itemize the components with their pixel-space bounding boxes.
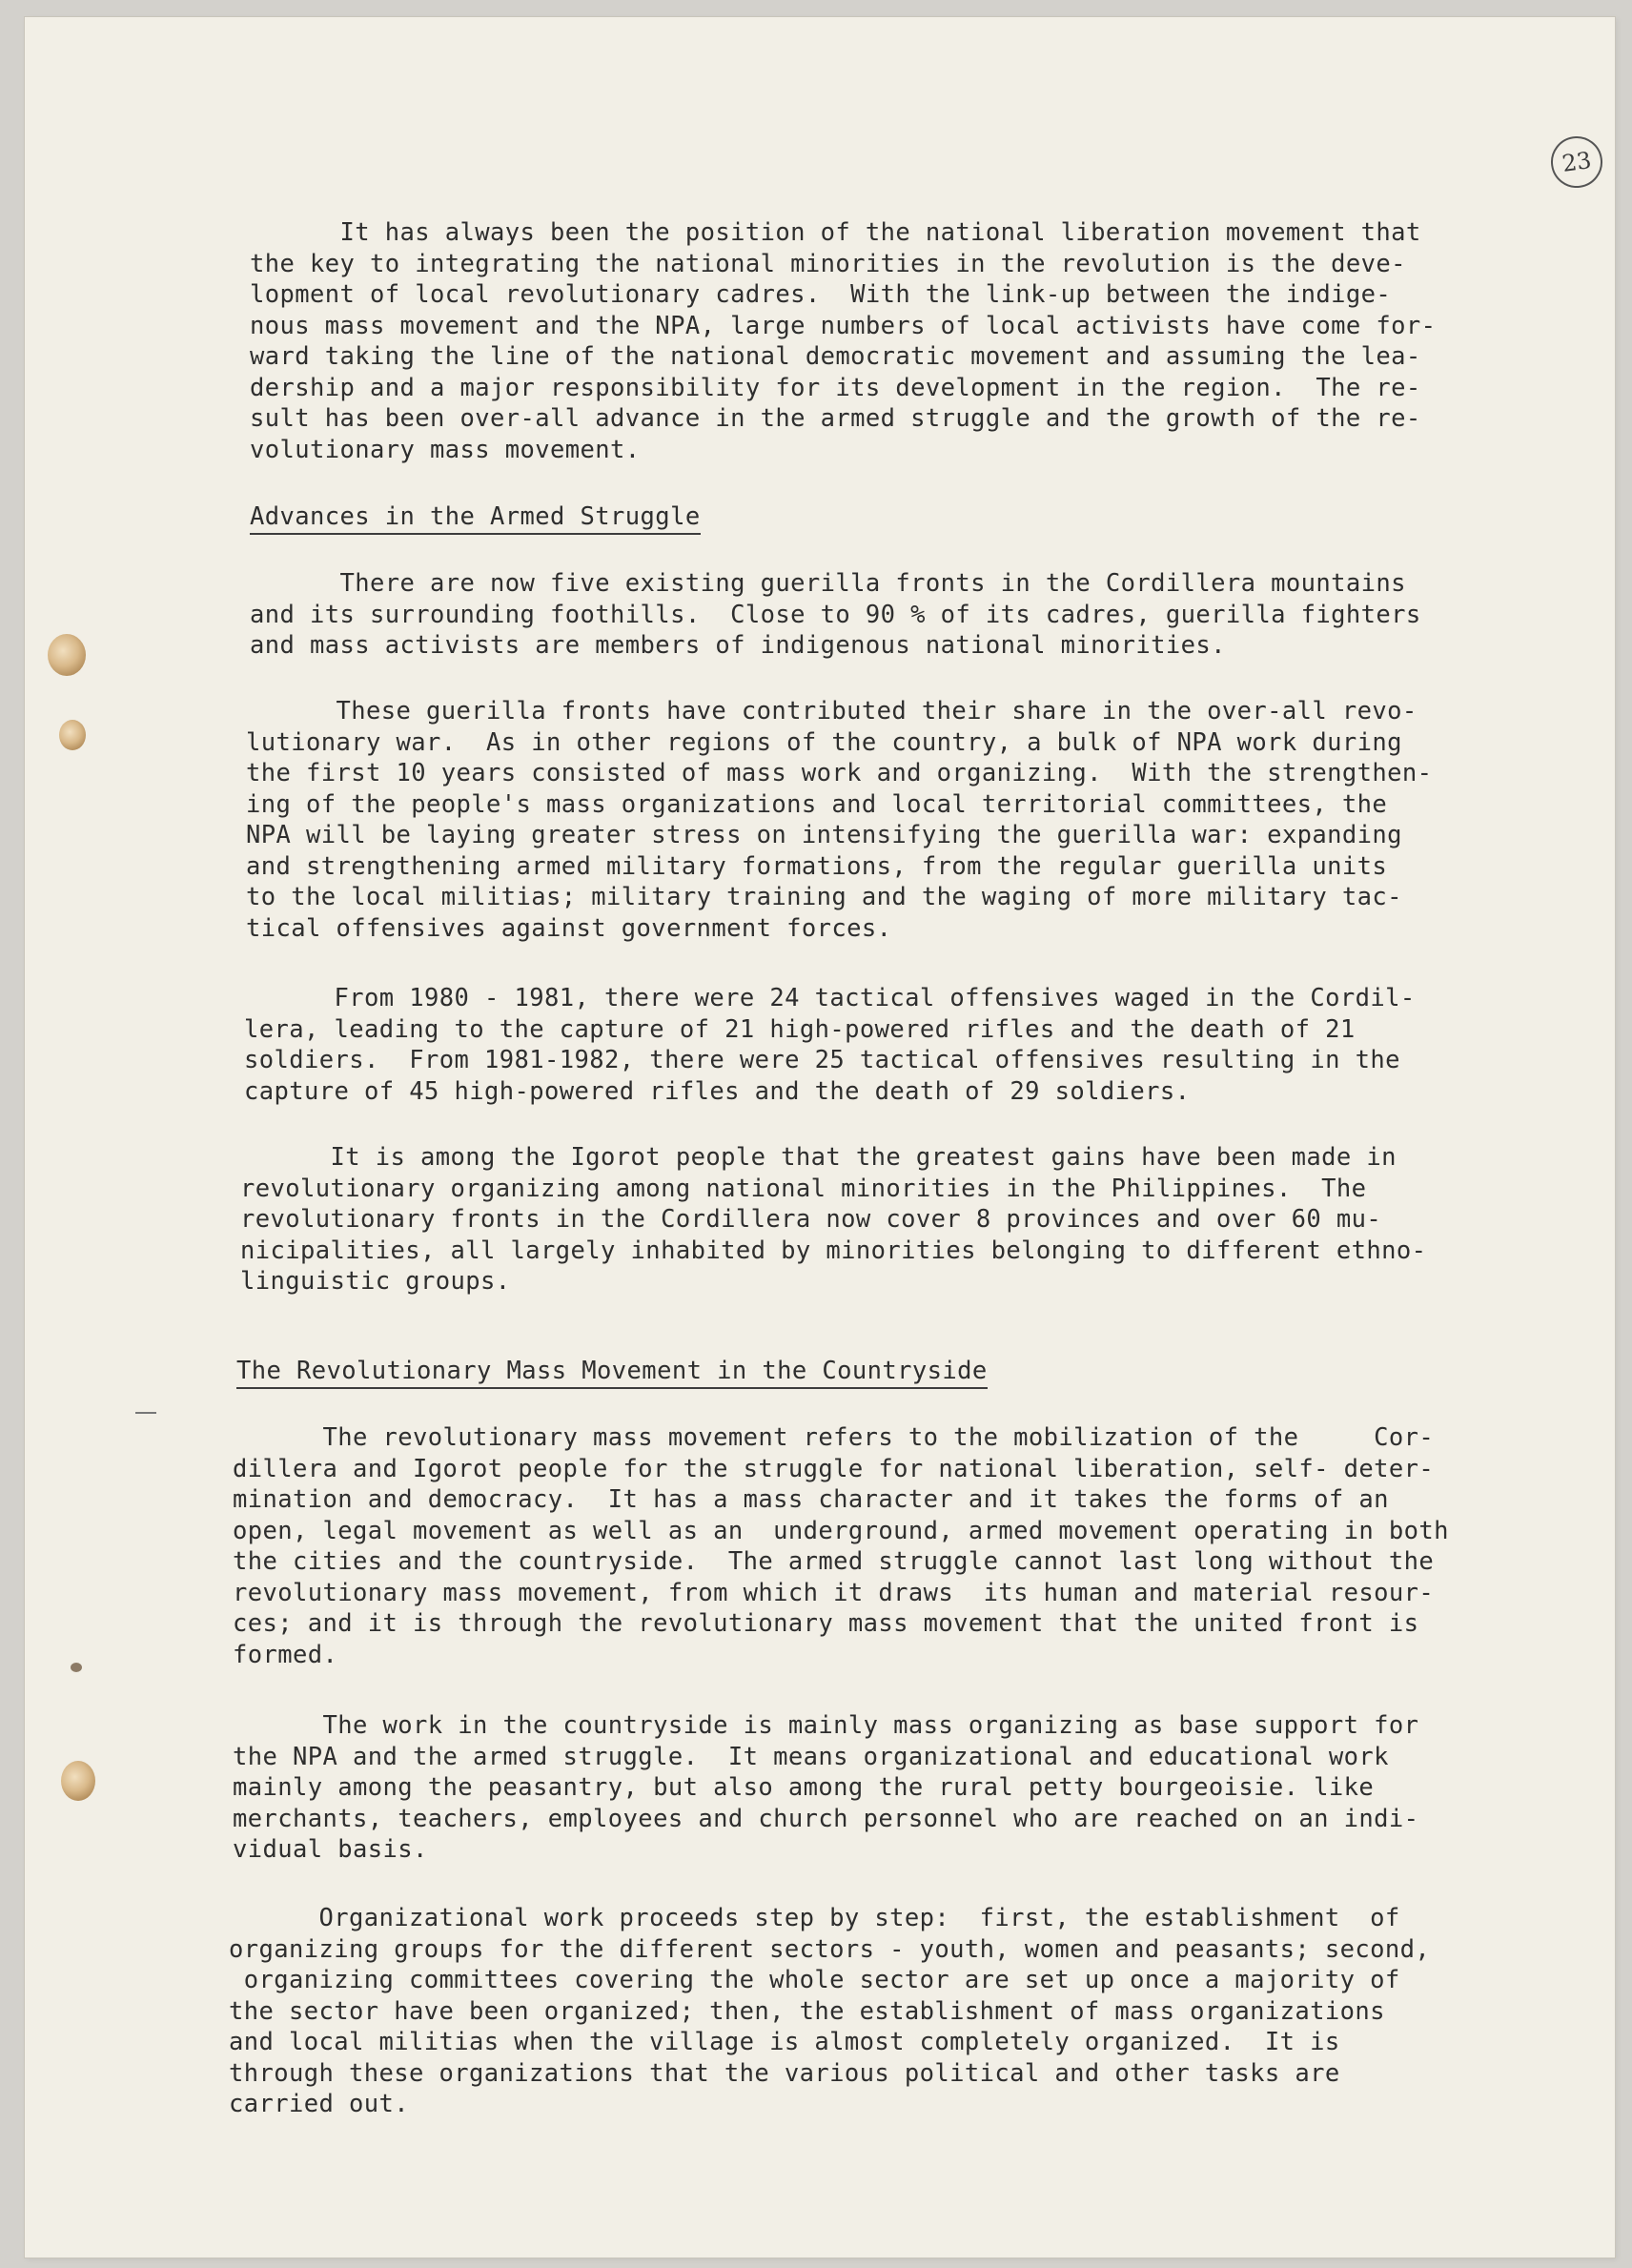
ink-speck: [71, 1663, 82, 1672]
punch-hole-stain: [59, 720, 86, 750]
text-line: sult has been over-all advance in the armed struggle and the growth of the re-: [250, 404, 1421, 433]
paragraph-8: [229, 1903, 1430, 2120]
punch-hole-stain: [48, 634, 86, 676]
text-line: vidual basis.: [233, 1835, 428, 1864]
text-line: There are now five existing guerilla fronts in the Cordillera mountains: [250, 569, 1406, 598]
text-line: dership and a major responsibility for its development in the region. The re-: [250, 373, 1421, 402]
text-line: These guerilla fronts have contributed their share in the over-all revo-: [246, 697, 1418, 725]
text-line: It is among the Igorot people that the greatest gains have been made in: [240, 1143, 1397, 1172]
page-number: 23: [1548, 133, 1606, 192]
text-line: and mass activists are members of indigenous national minorities.: [250, 631, 1226, 660]
margin-mark: [135, 1412, 156, 1414]
text-line: the sector have been organized; then, the establishment of mass organizations: [229, 1996, 1385, 2026]
text-line: and its surrounding foothills. Close to 90 % of its cadres, guerilla fighters: [250, 600, 1421, 629]
document-page: [25, 17, 1615, 2258]
paragraph-3: [246, 696, 1432, 944]
text-line: soldiers. From 1981-1982, there were 25 tactical offensives resulting in the: [244, 1046, 1400, 1074]
text-line: the cities and the countryside. The armed struggle cannot last long without the: [233, 1547, 1435, 1576]
text-line: the NPA and the armed struggle. It means organizational and educational work: [233, 1742, 1389, 1771]
text-line: carried out.: [229, 2090, 410, 2118]
text-line: ces; and it is through the revolutionary mass movement that the united front is: [233, 1609, 1419, 1638]
text-line: nicipalities, all largely inhabited by minorities belonging to different ethno-: [240, 1236, 1427, 1265]
text-line: The revolutionary mass movement refers to the mobilization of the Cor-: [233, 1423, 1435, 1452]
text-line: nous mass movement and the NPA, large numbers of local activists have come for-: [250, 311, 1437, 340]
paragraph-5: [240, 1142, 1426, 1297]
text-line: formed.: [233, 1640, 338, 1669]
text-line: dillera and Igorot people for the struggle for national liberation, self- deter-: [233, 1454, 1435, 1483]
text-line: mainly among the peasantry, but also among the rural petty bourgeoisie. like: [233, 1773, 1375, 1802]
text-line: ing of the people's mass organizations and local territorial committees, the: [246, 789, 1388, 819]
text-line: revolutionary organizing among national minorities in the Philippines. The: [240, 1174, 1367, 1203]
text-line: lera, leading to the capture of 21 high-powered rifles and the death of 21: [244, 1014, 1356, 1044]
text-line: and local militias when the village is almost completely organized. It is: [229, 2028, 1340, 2056]
punch-hole-stain: [61, 1761, 95, 1801]
text-line: and strengthening armed military formations, from the regular guerilla units: [246, 851, 1388, 881]
paragraph-2: [250, 568, 1421, 662]
text-line: organizing groups for the different sectors - youth, women and peasants; second,: [229, 1934, 1431, 1964]
text-line: open, legal movement as well as an underground, armed movement operating in both: [233, 1516, 1449, 1545]
text-line: It has always been the position of the national liberation movement that: [250, 218, 1421, 247]
text-line: ward taking the line of the national democratic movement and assuming the lea-: [250, 342, 1421, 371]
text-line: the first 10 years consisted of mass work and organizing. With the strengthen-: [246, 759, 1433, 787]
text-line: the key to integrating the national minorities in the revolution is the deve-: [250, 249, 1406, 278]
text-line: revolutionary mass movement, from which it draws its human and material resour-: [233, 1578, 1435, 1607]
text-line: revolutionary fronts in the Cordillera now cover 8 provinces and over 60 mu-: [240, 1205, 1382, 1234]
text-line: to the local militias; military training and the waging of more military tac-: [246, 883, 1402, 911]
text-line: capture of 45 high-powered rifles and the death of 29 soldiers.: [244, 1076, 1191, 1106]
paragraph-4: [244, 983, 1416, 1107]
paragraph-1: [250, 217, 1436, 465]
text-line: Organizational work proceeds step by step: first, the establishment of: [229, 1904, 1400, 1932]
text-line: The work in the countryside is mainly mass organizing as base support for: [233, 1711, 1419, 1740]
section-heading-mass-movement: The Revolutionary Mass Movement in the Countryside: [236, 1356, 988, 1389]
text-line: lopment of local revolutionary cadres. With the link-up between the indige-: [250, 280, 1392, 309]
text-line: volutionary mass movement.: [250, 435, 641, 464]
text-line: linguistic groups.: [240, 1267, 511, 1296]
text-line: merchants, teachers, employees and church personnel who are reached on an indi-: [233, 1804, 1419, 1833]
paragraph-6: [233, 1422, 1449, 1670]
text-line: through these organizations that the various political and other tasks are: [229, 2058, 1340, 2088]
text-line: tical offensives against government forces.: [246, 913, 892, 943]
text-line: organizing committees covering the whole sector are set up once a majority of: [229, 1966, 1400, 1994]
text-line: NPA will be laying greater stress on intensifying the guerilla war: expanding: [246, 821, 1402, 849]
text-line: mination and democracy. It has a mass character and it takes the forms of an: [233, 1485, 1389, 1514]
text-line: From 1980 - 1981, there were 24 tactical offensives waged in the Cordil-: [244, 984, 1416, 1012]
paragraph-7: [233, 1710, 1418, 1866]
text-line: lutionary war. As in other regions of the country, a bulk of NPA work during: [246, 727, 1402, 757]
section-heading-armed-struggle: Advances in the Armed Struggle: [250, 501, 701, 535]
